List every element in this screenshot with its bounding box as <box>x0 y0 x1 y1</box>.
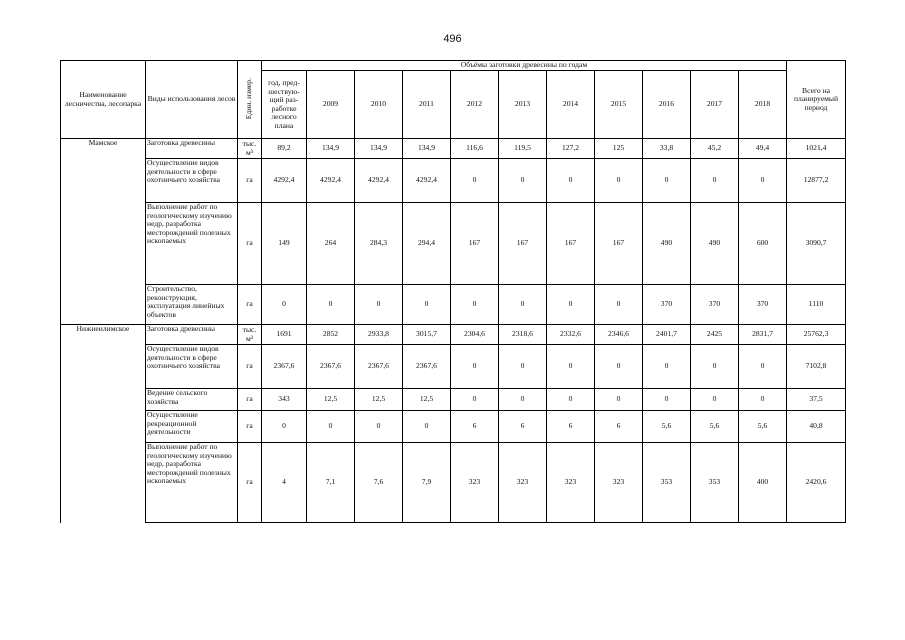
value-cell: 119,5 <box>499 139 547 159</box>
value-cell: 2332,6 <box>547 325 595 345</box>
value-cell: 0 <box>739 159 787 203</box>
header-year: 2010 <box>355 71 403 139</box>
total-cell: 40,8 <box>787 411 846 443</box>
value-cell: 89,2 <box>262 139 307 159</box>
value-cell: 0 <box>691 345 739 389</box>
header-year: 2018 <box>739 71 787 139</box>
page-number: 496 <box>443 33 462 45</box>
unit-cell: га <box>238 285 262 325</box>
value-cell: 0 <box>307 411 355 443</box>
value-cell: 2401,7 <box>643 325 691 345</box>
total-cell: 7102,8 <box>787 345 846 389</box>
value-cell: 370 <box>739 285 787 325</box>
use-type-cell: Заготовка древесины <box>146 325 238 345</box>
value-cell: 370 <box>643 285 691 325</box>
value-cell: 0 <box>451 285 499 325</box>
header-year: 2011 <box>403 71 451 139</box>
value-cell: 33,8 <box>643 139 691 159</box>
value-cell: 600 <box>739 203 787 285</box>
value-cell: 370 <box>691 285 739 325</box>
table-row <box>61 325 846 345</box>
table-row <box>61 285 846 325</box>
value-cell: 0 <box>547 159 595 203</box>
total-cell: 1021,4 <box>787 139 846 159</box>
value-cell: 167 <box>547 203 595 285</box>
header-use-type: Виды использования лесов <box>146 61 238 139</box>
forestry-cell <box>61 159 146 203</box>
value-cell: 7,1 <box>307 443 355 523</box>
table-row <box>61 159 846 203</box>
value-cell: 5,6 <box>739 411 787 443</box>
header-group: Объёмы заготовки древесины по годам <box>262 61 787 71</box>
value-cell: 2831,7 <box>739 325 787 345</box>
table-row <box>61 443 846 523</box>
table-body <box>61 139 846 523</box>
value-cell: 0 <box>307 285 355 325</box>
value-cell: 134,9 <box>403 139 451 159</box>
header-year: 2016 <box>643 71 691 139</box>
value-cell: 4292,4 <box>307 159 355 203</box>
value-cell: 0 <box>499 389 547 411</box>
value-cell: 294,4 <box>403 203 451 285</box>
value-cell: 323 <box>547 443 595 523</box>
value-cell: 323 <box>595 443 643 523</box>
value-cell: 0 <box>595 159 643 203</box>
value-cell: 0 <box>547 345 595 389</box>
value-cell: 2367,6 <box>262 345 307 389</box>
value-cell: 6 <box>547 411 595 443</box>
value-cell: 7,9 <box>403 443 451 523</box>
value-cell: 0 <box>595 285 643 325</box>
value-cell: 2346,6 <box>595 325 643 345</box>
unit-cell: тыс. м³ <box>238 325 262 345</box>
value-cell: 0 <box>643 389 691 411</box>
value-cell: 6 <box>595 411 643 443</box>
unit-cell: га <box>238 159 262 203</box>
value-cell: 7,6 <box>355 443 403 523</box>
header-total: Всего на планируемый период <box>787 61 846 139</box>
value-cell: 2852 <box>307 325 355 345</box>
forestry-cell: Нижнеилимское <box>61 325 146 345</box>
value-cell: 149 <box>262 203 307 285</box>
value-cell: 0 <box>691 389 739 411</box>
value-cell: 323 <box>499 443 547 523</box>
value-cell: 0 <box>262 411 307 443</box>
value-cell: 3015,7 <box>403 325 451 345</box>
total-cell: 1110 <box>787 285 846 325</box>
value-cell: 0 <box>691 159 739 203</box>
header-unit: Един. измер. <box>238 61 262 139</box>
value-cell: 0 <box>355 411 403 443</box>
value-cell: 0 <box>739 389 787 411</box>
value-cell: 167 <box>499 203 547 285</box>
value-cell: 284,3 <box>355 203 403 285</box>
header-year: 2017 <box>691 71 739 139</box>
value-cell: 4292,4 <box>355 159 403 203</box>
header-previous-year: год, пред-шествую-щий раз-работке лесного плана <box>262 71 307 139</box>
use-type-cell: Осуществление рекреационной деятельности <box>146 411 238 443</box>
table-row <box>61 411 846 443</box>
value-cell: 167 <box>451 203 499 285</box>
header-year: 2012 <box>451 71 499 139</box>
forestry-cell <box>61 411 146 443</box>
use-type-cell: Выполнение работ по геологическому изучению недр, разработка месторождений полезных ископаемых <box>146 443 238 523</box>
value-cell: 0 <box>643 345 691 389</box>
header-year: 2013 <box>499 71 547 139</box>
value-cell: 353 <box>643 443 691 523</box>
value-cell: 167 <box>595 203 643 285</box>
value-cell: 2318,6 <box>499 325 547 345</box>
value-cell: 2367,6 <box>307 345 355 389</box>
value-cell: 12,5 <box>403 389 451 411</box>
header-forestry: Наименование лесничества, лесопарка <box>61 61 146 139</box>
value-cell: 116,6 <box>451 139 499 159</box>
forestry-cell: Мамское <box>61 139 146 159</box>
value-cell: 0 <box>595 389 643 411</box>
value-cell: 5,6 <box>643 411 691 443</box>
table-row <box>61 203 846 285</box>
value-cell: 4292,4 <box>262 159 307 203</box>
value-cell: 343 <box>262 389 307 411</box>
table-row <box>61 389 846 411</box>
value-cell: 127,2 <box>547 139 595 159</box>
value-cell: 400 <box>739 443 787 523</box>
value-cell: 6 <box>451 411 499 443</box>
value-cell: 134,9 <box>307 139 355 159</box>
unit-cell: га <box>238 389 262 411</box>
use-type-cell: Ведение сельского хозяйства <box>146 389 238 411</box>
value-cell: 323 <box>451 443 499 523</box>
value-cell: 12,5 <box>355 389 403 411</box>
unit-cell: га <box>238 443 262 523</box>
total-cell: 12877,2 <box>787 159 846 203</box>
header-year: 2015 <box>595 71 643 139</box>
value-cell: 0 <box>739 345 787 389</box>
forestry-cell <box>61 285 146 325</box>
value-cell: 45,2 <box>691 139 739 159</box>
table-header <box>61 61 846 139</box>
use-type-cell: Заготовка древесины <box>146 139 238 159</box>
value-cell: 490 <box>691 203 739 285</box>
value-cell: 0 <box>451 159 499 203</box>
value-cell: 0 <box>547 285 595 325</box>
unit-cell: га <box>238 411 262 443</box>
value-cell: 0 <box>451 389 499 411</box>
value-cell: 0 <box>262 285 307 325</box>
table-row <box>61 345 846 389</box>
header-year: 2014 <box>547 71 595 139</box>
value-cell: 490 <box>643 203 691 285</box>
value-cell: 0 <box>643 159 691 203</box>
total-cell: 2420,6 <box>787 443 846 523</box>
value-cell: 12,5 <box>307 389 355 411</box>
value-cell: 0 <box>499 345 547 389</box>
table-row <box>61 139 846 159</box>
value-cell: 0 <box>403 411 451 443</box>
value-cell: 0 <box>355 285 403 325</box>
use-type-cell: Выполнение работ по геологическому изучению недр, разработка месторождений полезных ископаемых <box>146 203 238 285</box>
value-cell: 2933,8 <box>355 325 403 345</box>
value-cell: 2425 <box>691 325 739 345</box>
value-cell: 0 <box>547 389 595 411</box>
unit-cell: га <box>238 345 262 389</box>
value-cell: 5,6 <box>691 411 739 443</box>
total-cell: 3090,7 <box>787 203 846 285</box>
harvest-volume-table <box>60 60 846 523</box>
forestry-cell <box>61 203 146 285</box>
header-year: 2009 <box>307 71 355 139</box>
value-cell: 0 <box>595 345 643 389</box>
use-type-cell: Строительство, реконструкция, эксплуатация линейных объектов <box>146 285 238 325</box>
forestry-cell <box>61 345 146 389</box>
unit-cell: тыс. м³ <box>238 139 262 159</box>
value-cell: 125 <box>595 139 643 159</box>
total-cell: 37,5 <box>787 389 846 411</box>
value-cell: 264 <box>307 203 355 285</box>
value-cell: 2367,6 <box>403 345 451 389</box>
value-cell: 0 <box>451 345 499 389</box>
value-cell: 134,9 <box>355 139 403 159</box>
value-cell: 353 <box>691 443 739 523</box>
forestry-cell <box>61 443 146 523</box>
value-cell: 2367,6 <box>355 345 403 389</box>
value-cell: 49,4 <box>739 139 787 159</box>
value-cell: 4292,4 <box>403 159 451 203</box>
value-cell: 6 <box>499 411 547 443</box>
unit-cell: га <box>238 203 262 285</box>
value-cell: 1691 <box>262 325 307 345</box>
value-cell: 0 <box>499 159 547 203</box>
value-cell: 0 <box>499 285 547 325</box>
value-cell: 0 <box>403 285 451 325</box>
value-cell: 2304,6 <box>451 325 499 345</box>
total-cell: 25762,3 <box>787 325 846 345</box>
value-cell: 4 <box>262 443 307 523</box>
use-type-cell: Осуществление видов деятельности в сфере охотничьего хозяйства <box>146 159 238 203</box>
use-type-cell: Осуществление видов деятельности в сфере охотничьего хозяйства <box>146 345 238 389</box>
forestry-cell <box>61 389 146 411</box>
